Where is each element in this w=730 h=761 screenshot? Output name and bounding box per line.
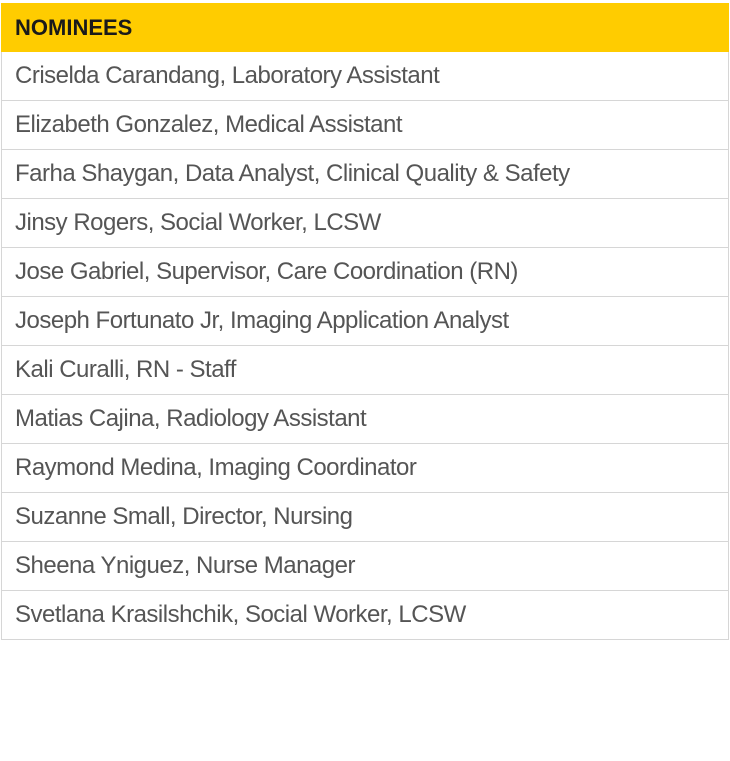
nominee-cell: Svetlana Krasilshchik, Social Worker, LCSW xyxy=(2,591,729,640)
table-row xyxy=(2,199,729,248)
nominee-cell: Raymond Medina, Imaging Coordinator xyxy=(2,444,729,493)
table-header-row xyxy=(2,4,729,52)
table-row xyxy=(2,591,729,640)
table-row xyxy=(2,444,729,493)
nominee-cell: Matias Cajina, Radiology Assistant xyxy=(2,395,729,444)
nominees-table xyxy=(1,3,729,640)
nominee-cell: Jose Gabriel, Supervisor, Care Coordination (RN) xyxy=(2,248,729,297)
table-row xyxy=(2,52,729,101)
nominee-cell: Elizabeth Gonzalez, Medical Assistant xyxy=(2,101,729,150)
nominee-cell: Criselda Carandang, Laboratory Assistant xyxy=(2,52,729,101)
table-row xyxy=(2,542,729,591)
nominee-cell: Jinsy Rogers, Social Worker, LCSW xyxy=(2,199,729,248)
nominee-cell: Farha Shaygan, Data Analyst, Clinical Quality & Safety xyxy=(2,150,729,199)
table-row xyxy=(2,395,729,444)
table-row xyxy=(2,101,729,150)
nominee-cell: Sheena Yniguez, Nurse Manager xyxy=(2,542,729,591)
nominee-cell: Suzanne Small, Director, Nursing xyxy=(2,493,729,542)
column-header-nominees: NOMINEES xyxy=(2,4,729,52)
table-row xyxy=(2,346,729,395)
table-row xyxy=(2,297,729,346)
table-row xyxy=(2,493,729,542)
table-row xyxy=(2,248,729,297)
nominee-cell: Joseph Fortunato Jr, Imaging Application Analyst xyxy=(2,297,729,346)
nominee-cell: Kali Curalli, RN - Staff xyxy=(2,346,729,395)
table-row xyxy=(2,150,729,199)
